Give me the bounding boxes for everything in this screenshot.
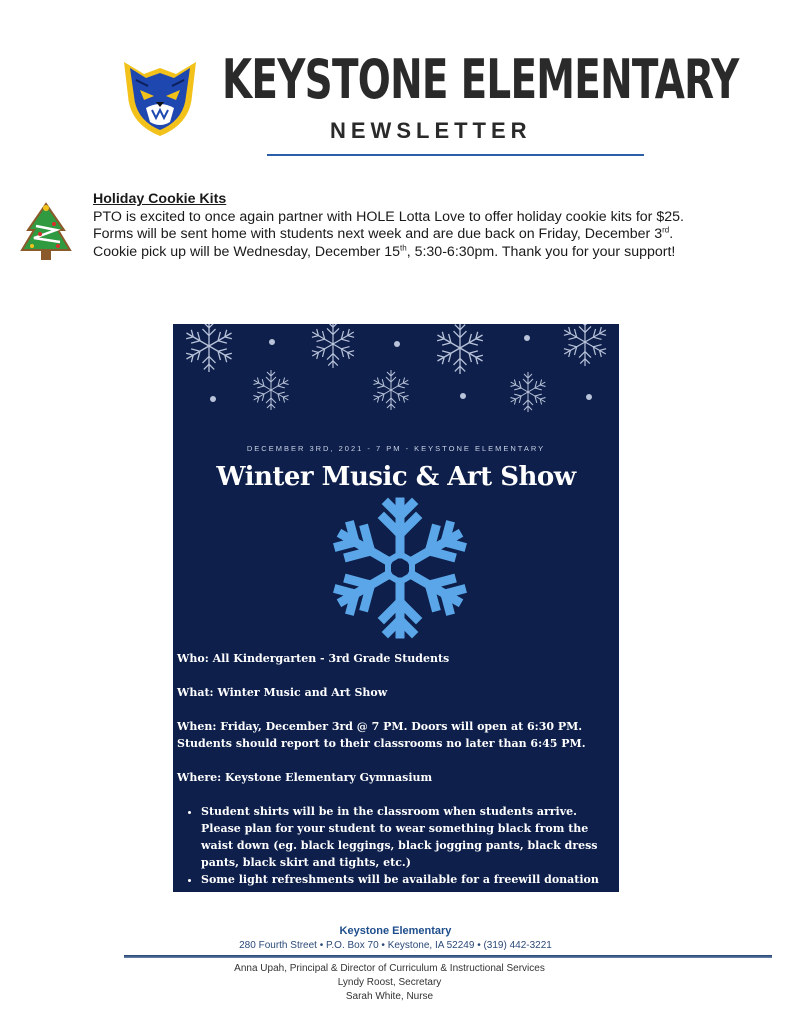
cookie-kits-line-1: PTO is excited to once again partner with HOLE Lotta Love to offer holiday cookie kits for $25.: [93, 208, 684, 225]
flyer-what: What: Winter Music and Art Show: [177, 686, 388, 699]
cookie-kits-heading: Holiday Cookie Kits: [93, 191, 227, 207]
cookie-kits-line-2-end: .: [669, 226, 674, 242]
flyer-title: Winter Music & Art Show: [216, 462, 576, 492]
footer-staff-list: [0, 962, 791, 1004]
staff-line: Lyndy Roost, Secretary: [337, 977, 442, 988]
staff-line: Sarah White, Nurse: [345, 991, 434, 1002]
header-divider: [267, 154, 644, 156]
flyer-where: Where: Keystone Elementary Gymnasium: [177, 771, 433, 784]
small-snowflake-icon: [561, 324, 609, 366]
cookie-kits-line-3-text: Cookie pick up will be Wednesday, December 15: [93, 243, 401, 260]
small-snowflake-icon: [434, 324, 486, 374]
list-item: • Student shirts will be in the classroom when students arrive. Please plan for your student to wear something black from the waist down (eg. black leggings, black jogging pants, black dress pants, black skirt and tights, etc.): [201, 803, 617, 871]
cookie-kits-line-2: [93, 226, 753, 244]
footer-school-name: Keystone Elementary: [339, 925, 452, 937]
cookie-kits-line-3-end: , 5:30-6:30pm. Thank you for your support!: [406, 243, 676, 260]
small-snowflake-icon: [309, 324, 357, 368]
flyer-when: When: Friday, December 3rd @ 7 PM. Doors will open at 6:30 PM. Students should report to their classrooms no later than 6:45 PM.: [177, 720, 586, 750]
small-snowflake-icon: [251, 370, 291, 410]
small-snowflake-icon: [183, 324, 235, 372]
small-snowflake-icon: [371, 370, 411, 410]
flyer-details: [177, 650, 617, 888]
cookie-kits-section: [93, 191, 753, 261]
large-snowflake-icon: [335, 502, 465, 634]
footer-divider: [124, 955, 772, 958]
flyer-date-line: DECEMBER 3RD, 2021 - 7 PM - KEYSTONE ELEMENTARY: [246, 444, 546, 453]
flyer-bullets: [177, 803, 617, 888]
flyer-who: Who: All Kindergarten - 3rd Grade Students: [177, 652, 450, 665]
small-snowflake-icon: [508, 372, 548, 412]
ordinal-suffix: rd: [662, 225, 670, 235]
staff-line: Anna Upah, Principal & Director of Curriculum & Instructional Services: [234, 963, 545, 974]
cookie-kits-line-3: [93, 244, 753, 262]
cookie-kits-line-2-text: Forms will be sent home with students next week and are due back on Friday, December 3: [93, 226, 663, 242]
ordinal-suffix: th: [400, 242, 407, 252]
school-name-title: KEYSTONE ELEMENTARY: [222, 48, 739, 111]
newsletter-subtitle: NEWSLETTER: [330, 118, 532, 143]
list-item: • Some light refreshments will be available for a freewill donation: [201, 871, 617, 888]
footer-address: 280 Fourth Street • P.O. Box 70 • Keystone, IA 52249 • (319) 442-3221: [239, 940, 552, 951]
christmas-tree-cookie-icon: [18, 200, 74, 266]
wildcat-mascot-icon: [116, 52, 204, 140]
winter-show-flyer: [173, 324, 619, 892]
